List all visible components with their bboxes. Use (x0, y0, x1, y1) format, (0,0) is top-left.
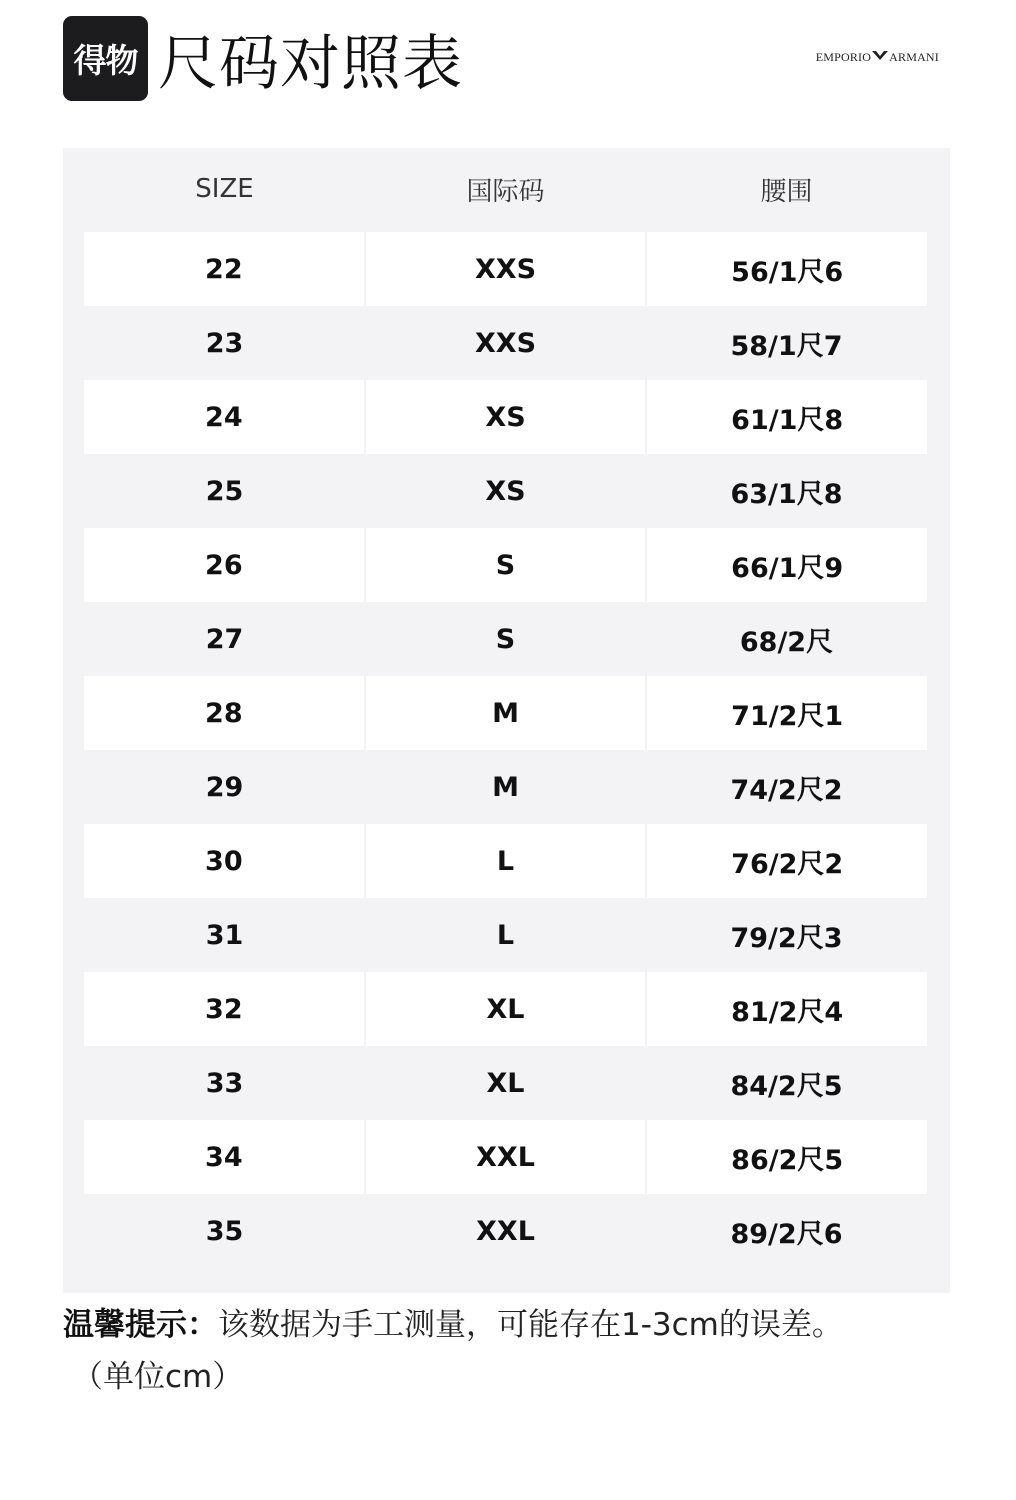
size-cell: 24 (84, 380, 364, 454)
waist-cell: 56/1尺6 (645, 232, 927, 306)
intl-size-cell: XL (364, 972, 646, 1046)
table-row (84, 380, 927, 454)
size-cell: 23 (205, 327, 244, 359)
waist-cell: 86/2尺5 (645, 1120, 927, 1194)
intl-size-cell: S (364, 528, 646, 602)
table-row (84, 602, 927, 676)
table-row (84, 750, 927, 824)
size-cell: 28 (84, 676, 364, 750)
size-cell: 35 (205, 1215, 244, 1247)
table-row (84, 1120, 927, 1194)
column-header-waist: 腰围 (760, 176, 813, 207)
intl-size-cell: XXL (476, 1215, 535, 1247)
table-row (84, 306, 927, 380)
brand-name-right: ARMANI (889, 50, 939, 64)
size-table (63, 148, 950, 1293)
intl-size-cell: XS (364, 380, 646, 454)
intl-size-cell: L (496, 919, 515, 951)
table-header (84, 148, 927, 230)
waist-cell: 84/2尺5 (730, 1070, 843, 1102)
intl-size-cell: M (364, 676, 646, 750)
eagle-icon (872, 50, 888, 65)
measurement-notice (63, 1300, 963, 1350)
size-cell: 33 (205, 1067, 244, 1099)
intl-size-cell: XXL (364, 1120, 646, 1194)
app-logo: 得物 (63, 16, 148, 101)
waist-cell: 68/2尺 (739, 626, 834, 658)
size-cell: 34 (84, 1120, 364, 1194)
table-row (84, 676, 927, 750)
intl-size-cell: XL (486, 1067, 525, 1099)
waist-cell: 66/1尺9 (645, 528, 927, 602)
table-row (84, 528, 927, 602)
waist-cell: 79/2尺3 (730, 922, 843, 954)
waist-cell: 61/1尺8 (645, 380, 927, 454)
size-cell: 25 (205, 475, 244, 507)
intl-size-cell: XXS (474, 327, 537, 359)
size-cell: 29 (205, 771, 244, 803)
intl-size-cell: S (495, 623, 516, 655)
page-title: 尺码对照表 (158, 29, 463, 99)
column-header-size: SIZE (195, 174, 254, 204)
table-row (84, 972, 927, 1046)
size-cell: 22 (84, 232, 364, 306)
table-row (84, 898, 927, 972)
waist-cell: 74/2尺2 (730, 774, 843, 806)
brand-logo (816, 50, 939, 65)
waist-cell: 89/2尺6 (730, 1218, 843, 1250)
size-cell: 32 (84, 972, 364, 1046)
waist-cell: 58/1尺7 (730, 330, 843, 362)
waist-cell: 76/2尺2 (645, 824, 927, 898)
waist-cell: 63/1尺8 (730, 478, 843, 510)
unit-note: （单位cm） (72, 1359, 244, 1395)
notice-text: 该数据为手工测量，可能存在1-3cm的误差。 (218, 1307, 843, 1343)
size-cell: 26 (84, 528, 364, 602)
size-cell: 27 (205, 623, 244, 655)
table-row (84, 454, 927, 528)
column-header-intl-size: 国际码 (466, 176, 545, 207)
table-body (84, 232, 927, 1268)
size-cell: 31 (205, 919, 244, 951)
table-row (84, 1194, 927, 1268)
table-row (84, 1046, 927, 1120)
intl-size-cell: M (492, 771, 519, 803)
brand-name-left: EMPORIO (815, 50, 872, 64)
table-row (84, 232, 927, 306)
header (63, 16, 943, 116)
waist-cell: 71/2尺1 (645, 676, 927, 750)
intl-size-cell: XXS (364, 232, 646, 306)
intl-size-cell: XS (485, 475, 526, 507)
notice-label: 温馨提示： (63, 1307, 218, 1343)
table-row (84, 824, 927, 898)
intl-size-cell: L (364, 824, 646, 898)
size-cell: 30 (84, 824, 364, 898)
waist-cell: 81/2尺4 (645, 972, 927, 1046)
